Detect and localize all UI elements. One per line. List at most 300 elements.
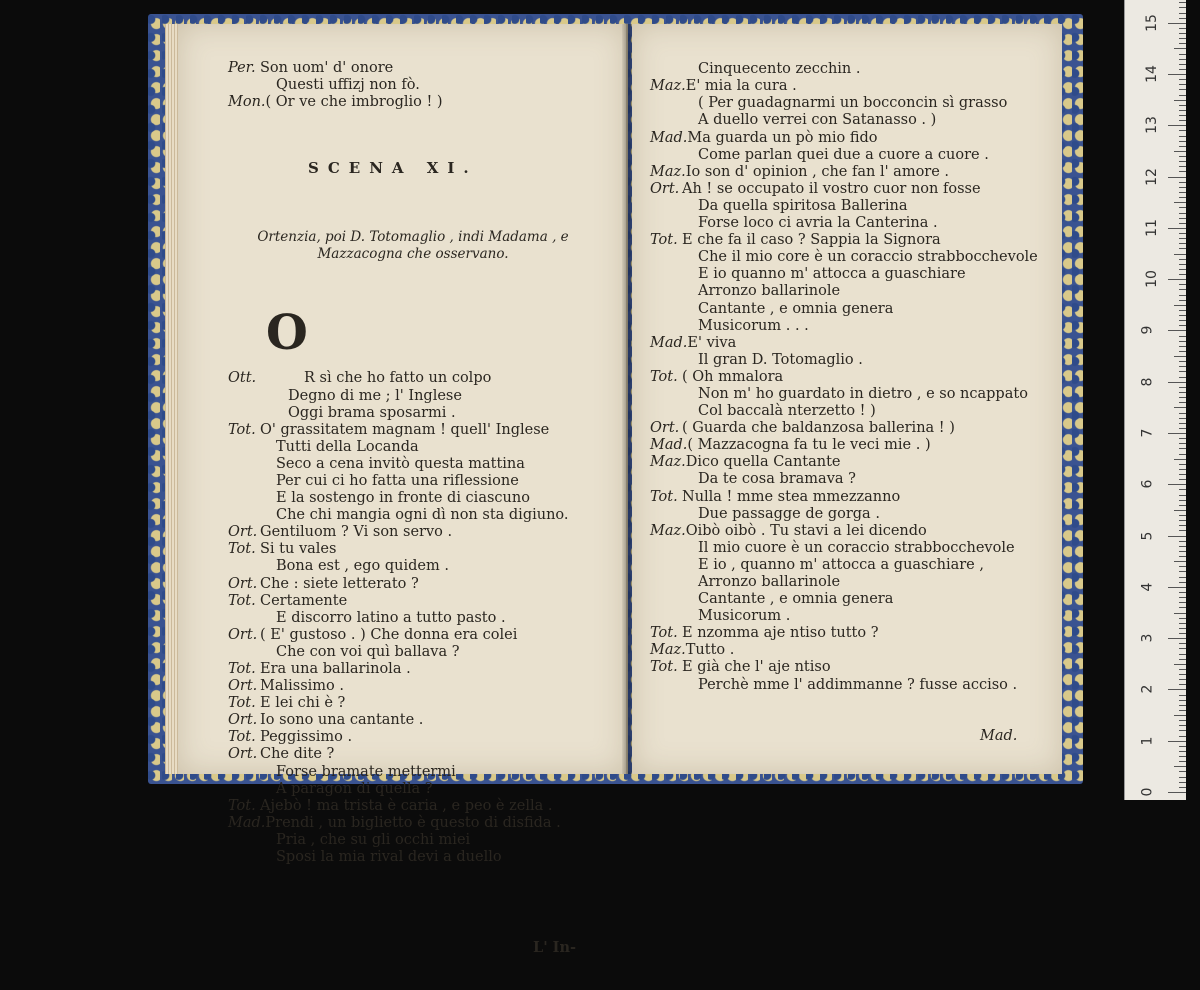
- text-line: [650, 335, 1038, 352]
- ruler-tick: [1179, 115, 1186, 116]
- ruler-tick: [1179, 413, 1186, 414]
- text-line: [228, 94, 598, 111]
- ruler-tick: [1174, 510, 1186, 511]
- line-text: Il mio cuore è un coraccio strabbocchevole: [698, 539, 1015, 556]
- line-text: O' grassitatem magnam ! quell' Inglese: [260, 421, 550, 438]
- text-line: [228, 473, 598, 490]
- ruler-tick: [1179, 89, 1186, 90]
- text-line: [228, 712, 598, 729]
- line-text: Degno di me ; l' Inglese: [288, 387, 462, 404]
- speaker-label: Ott.: [228, 370, 257, 387]
- line-text: Per cui ci ho fatta una riflessione: [276, 472, 519, 489]
- page-edges: [165, 24, 179, 774]
- text-line: [228, 490, 598, 507]
- text-line: [650, 677, 1038, 694]
- ruler-tick: [1179, 243, 1186, 244]
- line-text: Forse bramate mettermi: [276, 763, 456, 780]
- ruler-tick: [1179, 495, 1186, 496]
- ruler-tick: [1168, 74, 1186, 75]
- ruler-tick: [1179, 146, 1186, 147]
- ruler-number: 7: [1139, 428, 1156, 438]
- ruler-number: 5: [1139, 531, 1156, 541]
- line-text: E la sostengo in fronte di ciascuno: [276, 490, 530, 507]
- ruler-tick: [1179, 387, 1186, 388]
- scene-description: Ortenzia, poi D. Totomaglio , indi Madama , e Mazzacogna che osservano.: [257, 228, 569, 262]
- ruler-tick: [1179, 192, 1186, 193]
- ruler-tick: [1179, 43, 1186, 44]
- line-text: ( Oh mmalora: [682, 368, 784, 385]
- ruler-tick: [1179, 171, 1186, 172]
- text-line: [650, 249, 1038, 266]
- ruler-tick: [1179, 351, 1186, 352]
- line-text: Sposi la mia rival devi a duello: [276, 849, 502, 866]
- text-line: [228, 644, 598, 661]
- text-line: [228, 507, 598, 524]
- ruler-tick: [1179, 684, 1186, 685]
- ruler-tick: [1179, 438, 1186, 439]
- text-line: [650, 181, 1038, 198]
- left-top-lines: [228, 60, 598, 111]
- line-text: Certamente: [260, 592, 348, 609]
- text-line: [228, 405, 598, 422]
- ruler-number: 0: [1139, 787, 1156, 797]
- ruler-tick: [1179, 295, 1186, 296]
- line-text: E che fa il caso ? Sappia la Signora: [682, 232, 941, 249]
- text-line: [228, 627, 598, 644]
- line-text: Prendi , un biglietto è questo di disfida .: [265, 814, 561, 831]
- ruler-tick: [1174, 715, 1186, 716]
- ruler-tick: [1179, 166, 1186, 167]
- ruler-tick: [1168, 741, 1186, 742]
- text-line: [228, 439, 598, 456]
- ruler-tick: [1179, 13, 1186, 14]
- speaker-label: Ort.: [228, 712, 258, 729]
- speaker-label: Tot.: [650, 232, 678, 249]
- text-line: [228, 610, 598, 627]
- ruler-tick: [1179, 679, 1186, 680]
- ruler-tick: [1179, 269, 1186, 270]
- ruler-tick: [1179, 346, 1186, 347]
- ruler-tick: [1179, 464, 1186, 465]
- ruler-tick: [1179, 2, 1186, 3]
- ruler-tick: [1179, 428, 1186, 429]
- ruler-tick: [1179, 182, 1186, 183]
- ruler-tick: [1179, 325, 1186, 326]
- ruler-tick: [1179, 607, 1186, 608]
- ruler-tick: [1168, 792, 1186, 793]
- ruler-tick: [1174, 407, 1186, 408]
- ruler-tick: [1179, 725, 1186, 726]
- ruler-tick: [1179, 515, 1186, 516]
- ruler-tick: [1179, 761, 1186, 762]
- line-text: Arronzo ballarinole: [698, 574, 841, 590]
- text-line: [228, 746, 598, 763]
- ruler-number: 11: [1143, 218, 1160, 237]
- ruler-tick: [1174, 305, 1186, 306]
- text-line: [650, 625, 1038, 642]
- text-line: [228, 370, 598, 387]
- ruler-tick: [1179, 710, 1186, 711]
- speaker-label: Tot.: [228, 541, 256, 558]
- ruler-tick: [1179, 659, 1186, 660]
- speaker-label: Tot.: [650, 488, 678, 505]
- ruler-tick: [1179, 756, 1186, 757]
- ruler-tick: [1179, 310, 1186, 311]
- ruler-tick: [1174, 202, 1186, 203]
- ruler-tick: [1179, 577, 1186, 578]
- ruler-tick: [1174, 48, 1186, 49]
- ruler-tick: [1179, 392, 1186, 393]
- text-line: [228, 77, 598, 94]
- ruler-tick: [1179, 474, 1186, 475]
- text-line: [228, 576, 598, 593]
- line-text: Bona est , ego quidem .: [276, 558, 449, 575]
- dialogue-block: [228, 305, 598, 900]
- text-line: [650, 437, 1038, 454]
- ruler-tick: [1174, 151, 1186, 152]
- ruler-tick: [1168, 638, 1186, 639]
- speaker-label: Maz.: [650, 78, 686, 95]
- line-text: ( Per guadagnarmi un bocconcin sì grasso: [698, 95, 1008, 112]
- ruler-tick: [1179, 705, 1186, 706]
- measurement-ruler: [1124, 0, 1186, 800]
- text-line: [228, 729, 598, 746]
- ruler-tick: [1179, 366, 1186, 367]
- line-text: ( E' gustoso . ) Che donna era colei: [260, 626, 518, 643]
- ruler-tick: [1179, 777, 1186, 778]
- line-text: E discorro latino a tutto pasto .: [276, 609, 506, 626]
- line-text: Perchè mme l' addimmanne ? fusse acciso .: [698, 676, 1018, 693]
- ruler-tick: [1168, 382, 1186, 383]
- ruler-tick: [1179, 238, 1186, 239]
- ruler-tick: [1179, 530, 1186, 531]
- line-text: Era una ballarinola .: [260, 661, 411, 677]
- speaker-label: Tot.: [228, 421, 256, 438]
- line-text: E nzomma aje ntiso tutto ?: [682, 625, 879, 642]
- ruler-tick: [1179, 571, 1186, 572]
- ruler-number: 8: [1139, 377, 1156, 387]
- ruler-tick: [1179, 371, 1186, 372]
- speaker-label: Per.: [228, 60, 256, 77]
- ruler-number: 10: [1143, 270, 1160, 289]
- line-text: Tutto .: [685, 642, 735, 659]
- line-text: Oggi brama sposarmi .: [288, 404, 456, 421]
- speaker-label: Mad.: [650, 437, 688, 454]
- ruler-tick: [1168, 689, 1186, 690]
- line-text: Io sono una cantante .: [260, 712, 424, 729]
- speaker-label: Ort.: [228, 575, 258, 592]
- ruler-tick: [1179, 520, 1186, 521]
- ruler-tick: [1179, 489, 1186, 490]
- line-text: E io , quanno m' attocca a guaschiare ,: [698, 556, 984, 573]
- ruler-tick: [1179, 18, 1186, 19]
- ruler-number: 13: [1143, 116, 1160, 135]
- ruler-tick: [1174, 356, 1186, 357]
- ruler-tick: [1179, 448, 1186, 449]
- text-line: [228, 849, 598, 866]
- line-text: E lei chi è ?: [260, 695, 346, 712]
- ruler-tick: [1179, 469, 1186, 470]
- line-text: ( Mazzacogna fa tu le veci mie . ): [687, 437, 931, 454]
- ruler-number: 6: [1139, 479, 1156, 489]
- ruler-tick: [1179, 120, 1186, 121]
- speaker-label: Tot.: [228, 729, 256, 746]
- line-text: Come parlan quei due a cuore a cuore .: [698, 146, 989, 163]
- ruler-tick: [1179, 95, 1186, 96]
- speaker-label: Tot.: [228, 592, 256, 609]
- line-text: Tutti della Locanda: [276, 438, 419, 455]
- ruler-tick: [1168, 587, 1186, 588]
- right-dialogue-lines: [650, 61, 1038, 693]
- text-line: [228, 422, 598, 439]
- text-line: [228, 524, 598, 541]
- ruler-tick: [1179, 33, 1186, 34]
- line-text: A paragon di quella ?: [276, 780, 433, 797]
- line-text: ( Guarda che baldanzosa ballerina ! ): [682, 420, 955, 437]
- line-text: Cinquecento zecchin .: [698, 61, 861, 78]
- ruler-tick: [1168, 125, 1186, 126]
- ruler-tick: [1179, 674, 1186, 675]
- ruler-tick: [1179, 582, 1186, 583]
- line-text: E io quanno m' attocca a guaschiare: [698, 266, 966, 283]
- text-line: [650, 130, 1038, 147]
- ruler-tick: [1179, 187, 1186, 188]
- ruler-number: 2: [1139, 684, 1156, 694]
- ruler-tick: [1179, 223, 1186, 224]
- speaker-label: Maz.: [650, 522, 686, 539]
- line-text: Si tu vales: [260, 541, 337, 558]
- text-line: [228, 388, 598, 405]
- line-text: R sì che ho fatto un colpo: [304, 370, 492, 387]
- text-line: [650, 301, 1038, 318]
- ruler-tick: [1179, 746, 1186, 747]
- ruler-tick: [1179, 274, 1186, 275]
- ruler-tick: [1174, 459, 1186, 460]
- text-line: [650, 164, 1038, 181]
- ruler-tick: [1179, 7, 1186, 8]
- speaker-label: Mon.: [228, 94, 266, 111]
- text-line: [650, 642, 1038, 659]
- ruler-tick: [1179, 336, 1186, 337]
- text-line: [228, 593, 598, 610]
- ruler-tick: [1179, 197, 1186, 198]
- text-line: [228, 661, 598, 678]
- line-text: A duello verrei con Satanasso . ): [698, 112, 937, 129]
- ruler-tick: [1179, 259, 1186, 260]
- ruler-tick: [1179, 500, 1186, 501]
- text-line: [650, 198, 1038, 215]
- text-line: [650, 61, 1038, 78]
- text-line: [650, 352, 1038, 369]
- ruler-number: 4: [1139, 582, 1156, 592]
- line-text: Seco a cena invitò questa mattina: [276, 455, 525, 472]
- ruler-number: 15: [1143, 13, 1160, 32]
- ruler-tick: [1174, 100, 1186, 101]
- speaker-label: Maz.: [650, 163, 686, 180]
- text-line: [228, 798, 598, 815]
- ruler-tick: [1179, 397, 1186, 398]
- line-text: Malissimo .: [260, 678, 344, 695]
- ruler-tick: [1179, 695, 1186, 696]
- text-line: [650, 523, 1038, 540]
- ruler-tick: [1179, 628, 1186, 629]
- ruler-tick: [1179, 443, 1186, 444]
- ruler-tick: [1179, 38, 1186, 39]
- ruler-tick: [1179, 787, 1186, 788]
- line-text: Cantante , e omnia genera: [698, 300, 894, 317]
- ruler-tick: [1179, 771, 1186, 772]
- speaker-label: Maz.: [650, 454, 686, 471]
- text-line: [650, 557, 1038, 574]
- drop-cap: O: [266, 305, 308, 362]
- ruler-tick: [1168, 228, 1186, 229]
- text-line: [650, 95, 1038, 112]
- text-line: [650, 471, 1038, 488]
- text-line: [650, 112, 1038, 129]
- text-line: [650, 215, 1038, 232]
- ruler-tick: [1179, 618, 1186, 619]
- ruler-tick: [1179, 110, 1186, 111]
- ruler-tick: [1179, 597, 1186, 598]
- ruler-tick: [1179, 730, 1186, 731]
- ruler-tick: [1179, 161, 1186, 162]
- ruler-tick: [1168, 177, 1186, 178]
- ruler-tick: [1179, 130, 1186, 131]
- ruler-tick: [1179, 69, 1186, 70]
- line-text: Arronzo ballarinole: [698, 283, 841, 300]
- text-line: [228, 764, 598, 781]
- ruler-tick: [1179, 505, 1186, 506]
- text-line: [650, 232, 1038, 249]
- text-line: [228, 558, 598, 575]
- ruler-tick: [1179, 300, 1186, 301]
- ruler-tick: [1179, 207, 1186, 208]
- line-text: ( Or ve che imbroglio ! ): [265, 94, 443, 111]
- text-line: [650, 420, 1038, 437]
- scene-title: SCENA XI.: [308, 158, 478, 177]
- text-line: [650, 283, 1038, 300]
- line-text: Questi uffizj non fò.: [276, 77, 420, 94]
- ruler-number: 12: [1143, 167, 1160, 186]
- ruler-tick: [1179, 84, 1186, 85]
- ruler-tick: [1179, 218, 1186, 219]
- ruler-tick: [1179, 248, 1186, 249]
- line-text: Ah ! se occupato il vostro cuor non fosse: [682, 180, 981, 197]
- ruler-tick: [1179, 289, 1186, 290]
- speaker-label: Ort.: [228, 626, 258, 643]
- ruler-tick: [1179, 525, 1186, 526]
- line-text: Da te cosa bramava ?: [698, 471, 856, 488]
- ruler-tick: [1179, 541, 1186, 542]
- ruler-tick: [1174, 766, 1186, 767]
- text-line: [650, 403, 1038, 420]
- ruler-tick: [1179, 315, 1186, 316]
- ruler-tick: [1179, 551, 1186, 552]
- text-line: [650, 591, 1038, 608]
- ruler-tick: [1174, 664, 1186, 665]
- catchword-right: Mad.: [980, 727, 1018, 744]
- ruler-tick: [1179, 669, 1186, 670]
- ruler-tick: [1168, 484, 1186, 485]
- ruler-tick: [1179, 361, 1186, 362]
- text-line: [228, 678, 598, 695]
- ruler-tick: [1168, 23, 1186, 24]
- line-text: Il gran D. Totomaglio .: [698, 351, 863, 368]
- line-text: Non m' ho guardato in dietro , e so ncappato: [698, 385, 1028, 402]
- left-page: [178, 24, 628, 956]
- speaker-label: Mad.: [650, 334, 688, 351]
- ruler-tick: [1179, 320, 1186, 321]
- ruler-tick: [1179, 566, 1186, 567]
- left-dialogue-lines: [228, 370, 598, 866]
- speaker-label: Mad.: [228, 814, 266, 831]
- ruler-number: 14: [1143, 65, 1160, 83]
- line-text: Che con voi quì ballava ?: [276, 643, 460, 660]
- right-page: [632, 24, 1062, 774]
- ruler-tick: [1179, 377, 1186, 378]
- ruler-tick: [1179, 213, 1186, 214]
- ruler-tick: [1179, 341, 1186, 342]
- text-line: [228, 695, 598, 712]
- text-line: [650, 386, 1038, 403]
- ruler-tick: [1179, 64, 1186, 65]
- ruler-tick: [1174, 254, 1186, 255]
- text-line: [650, 147, 1038, 164]
- ruler-tick: [1179, 284, 1186, 285]
- ruler-tick: [1168, 330, 1186, 331]
- speaker-label: Tot.: [228, 797, 256, 814]
- text-line: [650, 506, 1038, 523]
- line-text: E' mia la cura .: [685, 78, 797, 95]
- ruler-tick: [1179, 105, 1186, 106]
- speaker-label: Tot.: [650, 625, 678, 642]
- line-text: Musicorum . . .: [698, 317, 809, 334]
- line-text: E già che l' aje ntiso: [682, 659, 831, 676]
- text-line: [650, 608, 1038, 625]
- line-text: Io son d' opinion , che fan l' amore .: [685, 163, 950, 180]
- text-line: [228, 456, 598, 473]
- ruler-tick: [1179, 546, 1186, 547]
- ruler-tick: [1179, 623, 1186, 624]
- line-text: E' viva: [687, 334, 737, 351]
- text-line: [650, 540, 1038, 557]
- line-text: Dico quella Cantante: [685, 454, 841, 471]
- text-line: [228, 60, 598, 77]
- speaker-label: Tot.: [650, 659, 678, 676]
- text-line: [650, 454, 1038, 471]
- ruler-tick: [1179, 59, 1186, 60]
- text-line: [650, 659, 1038, 676]
- line-text: Oibò oibò . Tu stavi a lei dicendo: [685, 522, 927, 539]
- ruler-number: 9: [1139, 325, 1156, 335]
- line-text: Son uom' d' onore: [260, 60, 394, 77]
- line-text: Da quella spiritosa Ballerina: [698, 197, 908, 214]
- speaker-label: Tot.: [228, 661, 256, 677]
- ruler-tick: [1179, 602, 1186, 603]
- ruler-tick: [1179, 751, 1186, 752]
- ruler-tick: [1179, 782, 1186, 783]
- speaker-label: Tot.: [228, 695, 256, 712]
- ruler-tick: [1179, 141, 1186, 142]
- ruler-tick: [1174, 613, 1186, 614]
- line-text: Ajebò ! ma trista è caria , e peo è zella .: [260, 797, 553, 814]
- text-line: [650, 369, 1038, 386]
- line-text: Che chi mangia ogni dì non sta digiuno.: [276, 507, 569, 524]
- ruler-tick: [1179, 156, 1186, 157]
- ruler-tick: [1174, 561, 1186, 562]
- text-line: [650, 78, 1038, 95]
- line-text: Col baccalà nterzetto ! ): [698, 403, 876, 420]
